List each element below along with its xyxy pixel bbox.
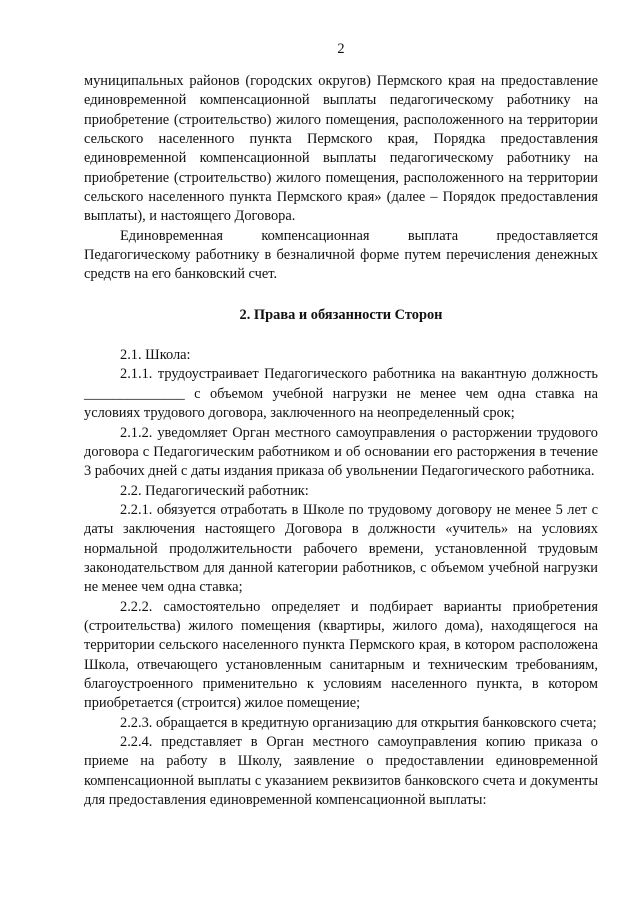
clause-2-2-3: 2.2.3. обращается в кредитную организацию для открытия банковского счета;	[120, 714, 597, 731]
intro-paragraph-payment: Единовременная компенсационная выплата предоставляется Педагогическому работнику в безналичной форме путем перечисления денежных средств на его банковский счет.	[84, 227, 598, 283]
clause-2-2-4: 2.2.4. представляет в Орган местного самоуправления копию приказа о приеме на работу в Школу, заявление о предоставлении единовременной компенсационной выплаты с указанием реквизитов банковского счета и документы для предоставления единовременной компенсационной выплаты:	[84, 734, 598, 809]
section-heading: 2. Права и обязанности Сторон	[239, 306, 443, 323]
intro-paragraph-continued: муниципальных районов (городских округов) Пермского края на предоставление единовременной компенсационной выплаты педагогическому работнику на приобретение (строительство) жилого помещения, расположенного на территории сельского населенного пункта Пермского края, Порядка предоставления единовременной компенсационной выплаты педагогическому работнику на приобретение (строительство) жилого помещения, расположенного на территории сельского населенного пункта Пермского края» (далее – Порядок предоставления выплаты), и настоящего Договора.	[84, 73, 598, 225]
clause-2-1: 2.1. Школа:	[120, 347, 191, 364]
clause-2-1-1: 2.1.1. трудоустраивает Педагогического работника на вакантную должность ______________ с объемом учебной нагрузки не менее чем одна ставка на условиях трудового договора, заключенного на неопределенный срок;	[84, 366, 598, 422]
clause-2-2: 2.2. Педагогический работник:	[120, 482, 309, 499]
clause-2-2-1: 2.2.1. обязуется отработать в Школе по трудовому договору не менее 5 лет с даты заключения настоящего Договора в должности «учитель» на условиях нормальной продолжительности рабочего времени, установленной трудовым законодательством для данной категории работников, с объемом учебной нагрузки не менее чем одна ставка;	[84, 501, 598, 596]
clause-2-1-2: 2.1.2. уведомляет Орган местного самоуправления о расторжении трудового договора с Педагогическим работником и об основании его расторжения в течение 3 рабочих дней с даты издания приказа об увольнении Педагогического работника.	[84, 424, 598, 480]
clause-2-2-2: 2.2.2. самостоятельно определяет и подбирает варианты приобретения (строительства) жилого помещения (квартиры, жилого дома), находящегося на территории сельского населенного пункта Пермского края, в котором расположена Школа, отвечающего установленным санитарным и техническим требованиям, благоустроенного применительно к условиям населенного пункта, в котором приобретается (строится) жилое помещение;	[84, 598, 598, 712]
page-number: 2	[337, 41, 345, 57]
